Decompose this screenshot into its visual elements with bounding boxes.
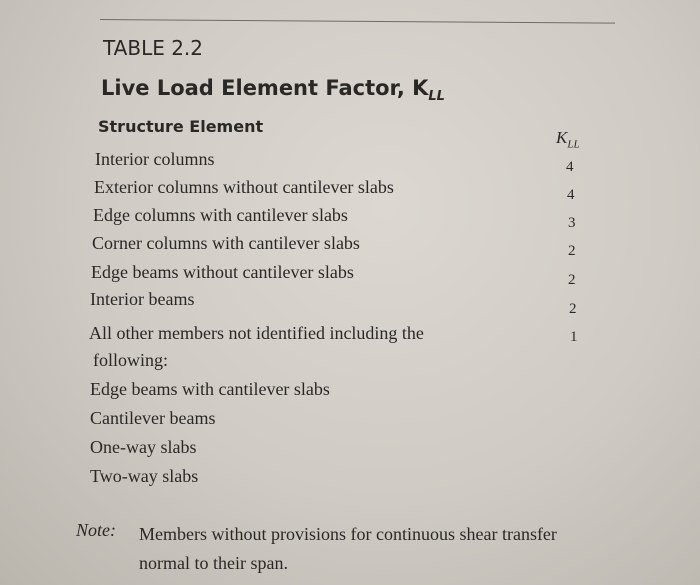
row-value: 2 [568,243,576,259]
row-element: Corner columns with cantilever slabs [92,233,360,253]
row-element: Interior beams [90,289,195,309]
row-value: 4 [566,159,574,175]
sub-item: Cantilever beams [90,408,216,428]
column-header-factor-text: K [556,128,568,147]
row-value: 1 [570,329,578,345]
note-text [139,520,557,578]
row-value: 4 [567,187,575,203]
row-element: Exterior columns without cantilever slabs [94,177,394,197]
table-title [101,76,445,104]
table-title-subscript: LL [428,89,445,105]
row-element: Edge columns with cantilever slabs [93,205,348,225]
table-number: TABLE 2.2 [103,36,204,60]
row-element: Edge beams without cantilever slabs [91,262,354,282]
note-line: Members without provisions for continuous shear transfer [139,524,557,544]
sub-item: Edge beams with cantilever slabs [90,379,330,399]
column-header-factor [556,128,580,150]
row-element: Interior columns [95,149,215,169]
row-element: All other members not identified including the [89,323,424,343]
sub-item: One-way slabs [90,437,197,457]
table-title-text: Live Load Element Factor, K [101,76,429,100]
column-header-element: Structure Element [98,117,264,136]
note-line: normal to their span. [139,553,288,573]
row-value: 3 [568,215,576,231]
row-continuation: following: [93,350,168,370]
top-rule [100,19,615,24]
note-label: Note: [76,520,116,540]
row-value: 2 [568,272,576,288]
column-header-factor-subscript: LL [567,138,580,151]
sub-item: Two-way slabs [90,466,199,486]
row-value: 2 [569,301,577,317]
